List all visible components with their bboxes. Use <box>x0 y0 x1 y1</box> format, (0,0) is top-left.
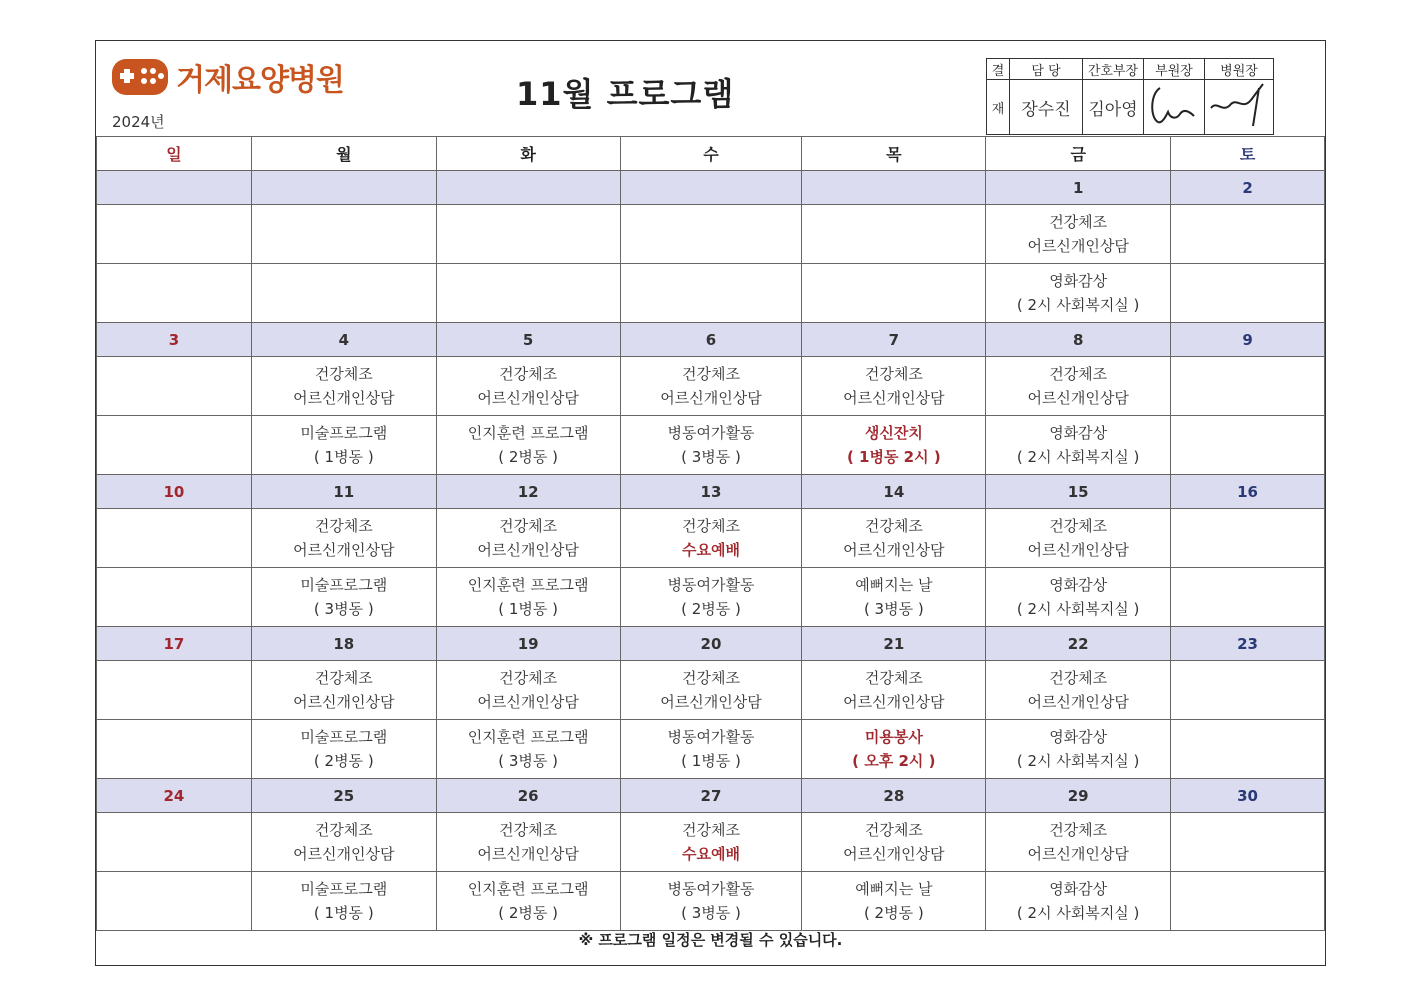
activity-cell <box>1171 416 1325 475</box>
activity-line: 건강체조 <box>1049 821 1108 839</box>
activity-line: 어르신개인상담 <box>843 389 945 407</box>
activity-row <box>97 661 1325 720</box>
signature-text: 김아영 <box>1088 99 1138 120</box>
activity-cell <box>97 416 252 475</box>
activity-line: 어르신개인상담 <box>1027 237 1129 255</box>
approval-role: 부원장 <box>1144 59 1205 80</box>
activity-line: 어르신개인상담 <box>843 845 945 863</box>
activity-cell <box>251 205 436 264</box>
date-row <box>97 475 1325 509</box>
approval-role: 담 당 <box>1010 59 1083 80</box>
date-cell: 28 <box>802 779 986 813</box>
activity-cell <box>97 661 252 720</box>
activity-line: ( 1병동 ) <box>681 752 741 770</box>
activity-line: 어르신개인상담 <box>1027 693 1129 711</box>
date-cell: 16 <box>1171 475 1325 509</box>
activity-row <box>97 416 1325 475</box>
activity-line: 병동여가활동 <box>667 424 755 442</box>
activity-line: 인지훈련 프로그램 <box>467 728 589 746</box>
activity-line: 예뻐지는 날 <box>855 880 933 898</box>
activity-row <box>97 264 1325 323</box>
date-cell: 24 <box>97 779 252 813</box>
date-cell: 3 <box>97 323 252 357</box>
weekday-friday: 금 <box>986 137 1171 171</box>
activity-cell <box>251 872 436 931</box>
date-cell <box>802 171 986 205</box>
activity-line: 영화감상 <box>1049 576 1108 594</box>
activity-line: 어르신개인상담 <box>843 541 945 559</box>
activity-cell <box>97 357 252 416</box>
activity-cell <box>436 568 620 627</box>
weekday-tuesday: 화 <box>436 137 620 171</box>
date-cell <box>97 171 252 205</box>
activity-cell <box>620 205 802 264</box>
activity-cell <box>620 509 802 568</box>
activity-line: 인지훈련 프로그램 <box>467 424 589 442</box>
activity-cell <box>1171 661 1325 720</box>
activity-line: 건강체조 <box>864 365 923 383</box>
activity-cell <box>436 205 620 264</box>
activity-line: 병동여가활동 <box>667 880 755 898</box>
activity-line: 건강체조 <box>314 365 373 383</box>
date-cell: 17 <box>97 627 252 661</box>
activity-line: 영화감상 <box>1049 728 1108 746</box>
activity-cell <box>986 264 1171 323</box>
activity-cell <box>986 720 1171 779</box>
weekday-monday: 월 <box>251 137 436 171</box>
activity-line: 건강체조 <box>1049 213 1108 231</box>
activity-line: 건강체조 <box>499 517 558 535</box>
activity-cell <box>436 416 620 475</box>
date-cell: 5 <box>436 323 620 357</box>
date-cell <box>620 171 802 205</box>
activity-line: 건강체조 <box>1049 517 1108 535</box>
activity-line: 수요예배 <box>682 845 740 863</box>
activity-cell <box>97 509 252 568</box>
date-cell: 4 <box>251 323 436 357</box>
approval-signature <box>1010 80 1083 135</box>
activity-line: 영화감상 <box>1049 424 1108 442</box>
activity-cell <box>251 720 436 779</box>
date-cell: 7 <box>802 323 986 357</box>
activity-line: ( 2시 사회복지실 ) <box>1016 296 1140 314</box>
activity-cell <box>802 661 986 720</box>
date-cell: 9 <box>1171 323 1325 357</box>
activity-line: 건강체조 <box>314 821 373 839</box>
approval-signature <box>1083 80 1144 135</box>
activity-row <box>97 813 1325 872</box>
activity-line: 어르신개인상담 <box>477 845 579 863</box>
activity-line: 건강체조 <box>864 821 923 839</box>
activity-cell <box>1171 205 1325 264</box>
activity-line: 미술프로그램 <box>300 424 388 442</box>
activity-line: 어르신개인상담 <box>293 541 395 559</box>
hospital-logo-icon <box>110 55 170 99</box>
activity-line: ( 3병동 ) <box>681 448 741 466</box>
activity-line: 병동여가활동 <box>667 576 755 594</box>
activity-cell <box>251 416 436 475</box>
activity-cell <box>802 509 986 568</box>
activity-line: 건강체조 <box>682 821 740 839</box>
activity-line: 어르신개인상담 <box>477 389 579 407</box>
date-cell: 6 <box>620 323 802 357</box>
activity-cell <box>986 661 1171 720</box>
activity-line: 미술프로그램 <box>300 880 388 898</box>
date-row <box>97 779 1325 813</box>
activity-line: 건강체조 <box>682 669 740 687</box>
activity-line: ( 2병동 ) <box>498 904 559 922</box>
approval-signature <box>1144 80 1205 135</box>
activity-cell <box>620 416 802 475</box>
activity-cell <box>986 872 1171 931</box>
activity-cell <box>1171 813 1325 872</box>
activity-row <box>97 205 1325 264</box>
activity-cell <box>1171 568 1325 627</box>
activity-cell <box>802 568 986 627</box>
activity-line: 생신잔치 <box>864 424 923 442</box>
activity-line: 영화감상 <box>1049 272 1108 290</box>
activity-line: ( 오후 2시 ) <box>852 752 936 770</box>
activity-cell <box>802 205 986 264</box>
weekday-sunday: 일 <box>97 137 252 171</box>
activity-cell <box>986 509 1171 568</box>
activity-cell <box>986 813 1171 872</box>
activity-row <box>97 568 1325 627</box>
date-cell: 22 <box>986 627 1171 661</box>
date-cell: 2 <box>1171 171 1325 205</box>
activity-line: 건강체조 <box>682 365 740 383</box>
activity-line: ( 2병동 ) <box>863 904 924 922</box>
activity-cell <box>802 720 986 779</box>
activity-cell <box>97 264 252 323</box>
activity-cell <box>436 813 620 872</box>
activity-cell <box>436 661 620 720</box>
approval-role: 간호부장 <box>1083 59 1144 80</box>
activity-cell <box>1171 509 1325 568</box>
activity-line: 어르신개인상담 <box>293 845 395 863</box>
activity-row <box>97 872 1325 931</box>
activity-cell <box>251 813 436 872</box>
date-cell: 13 <box>620 475 802 509</box>
date-row <box>97 627 1325 661</box>
activity-cell <box>97 568 252 627</box>
date-cell: 18 <box>251 627 436 661</box>
approval-signature <box>1205 80 1274 135</box>
activity-cell <box>802 357 986 416</box>
activity-line: 어르신개인상담 <box>843 693 945 711</box>
activity-cell <box>436 264 620 323</box>
year-label: 2024년 <box>112 113 165 131</box>
activity-line: ( 1병동 ) <box>498 600 559 618</box>
activity-cell <box>620 568 802 627</box>
approval-side-bottom: 재 <box>987 80 1010 135</box>
activity-line: 어르신개인상담 <box>1027 845 1129 863</box>
activity-line: ( 2병동 ) <box>498 448 559 466</box>
activity-line: 건강체조 <box>499 365 558 383</box>
activity-cell <box>251 509 436 568</box>
activity-line: ( 1병동 ) <box>313 904 374 922</box>
date-cell: 30 <box>1171 779 1325 813</box>
date-cell <box>251 171 436 205</box>
activity-cell <box>986 416 1171 475</box>
program-sheet <box>95 40 1326 966</box>
activity-line: 어르신개인상담 <box>1027 389 1129 407</box>
date-cell: 11 <box>251 475 436 509</box>
handwritten-signature <box>1207 80 1271 130</box>
activity-cell <box>986 357 1171 416</box>
activity-cell <box>620 357 802 416</box>
activity-line: 병동여가활동 <box>667 728 755 746</box>
activity-line: ( 2시 사회복지실 ) <box>1016 448 1140 466</box>
activity-line: 인지훈련 프로그램 <box>467 576 589 594</box>
activity-cell <box>802 264 986 323</box>
activity-cell <box>1171 264 1325 323</box>
date-cell: 20 <box>620 627 802 661</box>
activity-line: 건강체조 <box>499 821 558 839</box>
activity-line: 어르신개인상담 <box>1027 541 1129 559</box>
activity-cell <box>1171 357 1325 416</box>
date-cell: 29 <box>986 779 1171 813</box>
activity-cell <box>986 568 1171 627</box>
activity-cell <box>620 661 802 720</box>
activity-line: 어르신개인상담 <box>477 693 579 711</box>
activity-cell <box>620 720 802 779</box>
calendar-table <box>96 136 1325 931</box>
weekday-saturday: 토 <box>1171 137 1325 171</box>
activity-line: 건강체조 <box>864 517 923 535</box>
activity-cell <box>1171 720 1325 779</box>
activity-row <box>97 509 1325 568</box>
activity-cell <box>802 813 986 872</box>
date-row <box>97 323 1325 357</box>
activity-line: 어르신개인상담 <box>293 389 395 407</box>
page-title: 11월 프로그램 <box>516 75 735 113</box>
activity-cell <box>251 661 436 720</box>
activity-line: 예뻐지는 날 <box>855 576 933 594</box>
activity-cell <box>436 720 620 779</box>
activity-line: ( 2병동 ) <box>313 752 374 770</box>
date-cell: 25 <box>251 779 436 813</box>
activity-line: 영화감상 <box>1049 880 1108 898</box>
footer-note: ※ 프로그램 일정은 변경될 수 있습니다. <box>578 931 843 949</box>
activity-cell <box>620 813 802 872</box>
date-cell: 1 <box>986 171 1171 205</box>
activity-cell <box>1171 872 1325 931</box>
activity-line: 건강체조 <box>1049 365 1108 383</box>
activity-cell <box>620 264 802 323</box>
activity-line: ( 2시 사회복지실 ) <box>1016 752 1140 770</box>
activity-line: 건강체조 <box>864 669 923 687</box>
activity-cell <box>97 720 252 779</box>
handwritten-signature <box>1146 82 1202 128</box>
activity-line: 건강체조 <box>314 517 373 535</box>
date-cell: 10 <box>97 475 252 509</box>
date-cell <box>436 171 620 205</box>
activity-cell <box>802 416 986 475</box>
activity-line: 건강체조 <box>1049 669 1108 687</box>
date-row <box>97 171 1325 205</box>
date-cell: 27 <box>620 779 802 813</box>
signature-text: 장수진 <box>1021 99 1071 120</box>
activity-line: ( 3병동 ) <box>863 600 924 618</box>
activity-line: 건강체조 <box>314 669 373 687</box>
weekday-header-row <box>97 137 1325 171</box>
date-cell: 12 <box>436 475 620 509</box>
activity-line: 인지훈련 프로그램 <box>467 880 589 898</box>
activity-cell <box>620 872 802 931</box>
activity-line: ( 2병동 ) <box>681 600 741 618</box>
activity-line: 어르신개인상담 <box>293 693 395 711</box>
activity-line: 어르신개인상담 <box>660 389 762 407</box>
activity-cell <box>97 205 252 264</box>
activity-line: 건강체조 <box>499 669 558 687</box>
activity-line: 어르신개인상담 <box>660 693 762 711</box>
activity-cell <box>251 568 436 627</box>
activity-cell <box>251 264 436 323</box>
activity-line: ( 2시 사회복지실 ) <box>1016 904 1140 922</box>
date-cell: 26 <box>436 779 620 813</box>
activity-line: 건강체조 <box>682 517 740 535</box>
activity-cell <box>436 357 620 416</box>
activity-cell <box>97 813 252 872</box>
activity-cell <box>251 357 436 416</box>
activity-line: ( 1병동 2시 ) <box>846 448 941 466</box>
date-cell: 19 <box>436 627 620 661</box>
date-cell: 21 <box>802 627 986 661</box>
activity-line: ( 2시 사회복지실 ) <box>1016 600 1140 618</box>
approval-role: 병원장 <box>1205 59 1274 80</box>
activity-cell <box>436 509 620 568</box>
approval-side-top: 결 <box>987 59 1010 80</box>
activity-cell <box>97 872 252 931</box>
activity-line: 어르신개인상담 <box>477 541 579 559</box>
activity-line: ( 3병동 ) <box>681 904 741 922</box>
weekday-wednesday: 수 <box>620 137 802 171</box>
activity-line: 수요예배 <box>682 541 740 559</box>
activity-line: 미술프로그램 <box>300 728 388 746</box>
activity-line: 미술프로그램 <box>300 576 388 594</box>
activity-line: ( 3병동 ) <box>313 600 374 618</box>
activity-cell <box>986 205 1171 264</box>
approval-box <box>986 58 1274 135</box>
activity-line: 미용봉사 <box>864 728 923 746</box>
hospital-name: 거제요양병원 <box>176 63 344 98</box>
date-cell: 8 <box>986 323 1171 357</box>
activity-line: ( 3병동 ) <box>498 752 559 770</box>
hospital-logo <box>110 55 344 99</box>
activity-row <box>97 720 1325 779</box>
activity-cell <box>802 872 986 931</box>
activity-row <box>97 357 1325 416</box>
activity-cell <box>436 872 620 931</box>
date-cell: 14 <box>802 475 986 509</box>
weekday-thursday: 목 <box>802 137 986 171</box>
activity-line: ( 1병동 ) <box>313 448 374 466</box>
date-cell: 15 <box>986 475 1171 509</box>
date-cell: 23 <box>1171 627 1325 661</box>
